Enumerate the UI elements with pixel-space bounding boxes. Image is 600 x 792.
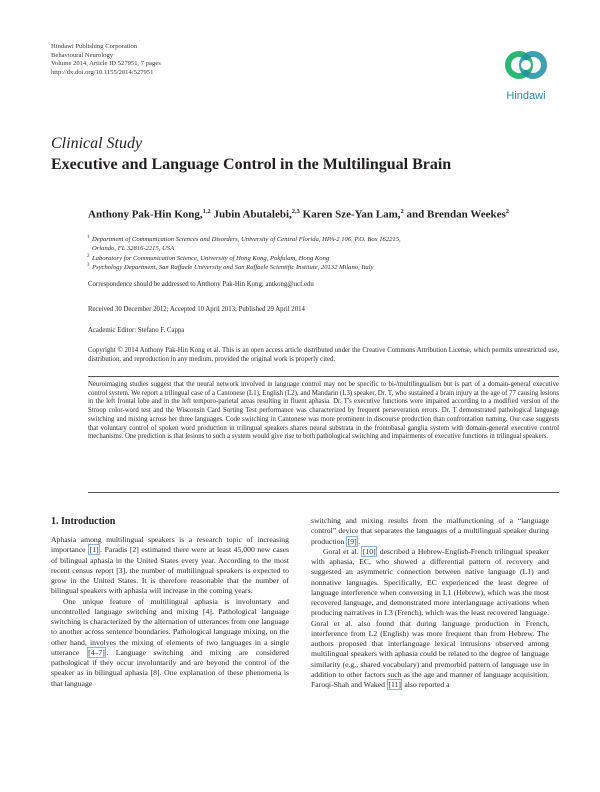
article-title: Executive and Language Control in the Multilingual Brain (51, 156, 452, 173)
author-affil-ref: 1,2 (202, 208, 211, 215)
affiliation (88, 263, 558, 272)
citation-link[interactable]: [10] (362, 546, 376, 556)
citation-link[interactable]: [11] (388, 680, 401, 689)
academic-editor: Academic Editor: Stefano F. Cappa (88, 327, 185, 334)
affiliation-line: Department of Communication Sciences and Disorders, University of Central Florida, HPA-2 106, P.O. Box 162215, (92, 236, 401, 243)
volume-info: Volume 2014, Article ID 527951, 7 pages (51, 60, 161, 68)
body-paragraph: One unique feature of multilingual aphasia is involuntary and uncontrolled language switching and mixing [4]. Pathological language switching is characterized by the alternation of utterances from one language to another across sentence boundaries. Pathological language mixing, on the other hand, involves the mixing of elements of two languages in a single utterance [4–7] . Language switching and mixing are considered pathological if they occur involuntarily and are beyond the control of the speaker as in bilingual aphasia [8]. One explanation of these phenomena is that language (51, 596, 289, 688)
author-affil-ref: 2 (400, 208, 404, 215)
affiliation (88, 254, 558, 263)
hindawi-logo-text: Hindawi (506, 90, 546, 102)
section-heading (51, 516, 115, 527)
body-column-left (51, 535, 289, 689)
abstract: Neuroimaging studies suggest that the neural network involved in language control may not be specific to bi-/multilingualism but is part of a domain-general executive control system. We report a trilingual case of a Cantonese (L1), English (L2), and Mandarin (L3) speaker, Dr. T, who sustained a brain injury at the age of 77 causing lesions in the left frontal lobe and in the left temporo-parietal areas resulting in fluent aphasia. Dr. T's executive functions were impaired according to a modified version of the Stroop color-word test and the Wisconsin Card Sorting Test performance was characterized by frequent perseveration errors. Dr. T demonstrated pathological language switching and mixing across her three languages. Code switching in Cantonese was more prominent in discourse production than confrontation naming. Our case suggests that voluntary control of spoken word production in trilingual speakers shares neural substrata in the frontobasal ganglia system with domain-general executive control mechanisms. One prediction is that lesions to such a system would give rise to both pathological switching and impairments of executive functions in trilingual speakers. (88, 381, 559, 441)
body-paragraph: switching and mixing results from the malfunctioning of a “language control” device that separates the languages of a multilingual speaker during production [9] . (311, 516, 549, 546)
affiliations (88, 235, 558, 272)
citation-link[interactable]: [9] (347, 536, 357, 546)
affiliation-number: 3 (87, 262, 90, 268)
body-column-right (311, 516, 549, 690)
affiliation-number: 1 (87, 235, 90, 240)
publisher-name: Hindawi Publishing Corporation (51, 43, 138, 50)
doi-link[interactable]: http://dx.doi.org/10.1155/2014/527951 (51, 68, 154, 76)
author-affil-ref: 2 (505, 208, 510, 215)
divider (88, 376, 559, 377)
citation-link[interactable]: [4–7] (88, 647, 105, 657)
author-affil-ref: 2,3 (291, 208, 300, 215)
author-name: Karen Sze-Yan Lam, (302, 208, 401, 221)
body-paragraph: Aphasia among multilingual speakers is a research topic of increasing importance [1] . Paradis [2] estimated there were at least 45,000 new cases of bilingual aphasia in the United States every year. According to the most recent census report [3], the number of multilingual speakers is expected to grow in the United States. It is therefore reasonable that the number of bilingual speakers with aphasia will increase in the coming years. (51, 535, 289, 596)
section-title: Introduction (61, 516, 116, 527)
affiliation-number: 2 (87, 253, 90, 259)
article-type: Clinical Study (51, 135, 143, 152)
journal-header (51, 43, 161, 77)
journal-name: Behavioural Neurology (51, 51, 114, 59)
section-number: 1. (51, 516, 59, 527)
citation-link[interactable]: [1] (89, 545, 99, 555)
affiliation (88, 235, 558, 254)
copyright-notice: Copyright © 2014 Anthony Pak-Hin Kong et al. This is an open access article distributed under the Creative Commons Attribution License, which permits unrestricted use, distribution, and reproduction in any medium, provided the original work is properly cited. (88, 347, 559, 363)
correspondence: Correspondence should be addressed to Anthony Pak-Hin Kong; antkong@ucf.edu (88, 281, 314, 288)
body-paragraph: Goral et al. [10] described a Hebrew-English-French trilingual speaker with aphasia, EC, who showed a differential pattern of recovery and suggested an asymmetric connection between native language (L1) and nonnative languages. Specifically, EC experienced the least degree of language interference when conversing in L1 (Hebrew), which was the most recovered language, and demonstrated more interlanguage activations when producing narratives in L3 (French), which was the least recovered language. Goral et al. also found that during language production in French, interference from L2 (English) was more frequent than from Hebrew. The authors proposed that interlanguage lexical intrusions observed among multilingual speakers with aphasia could be related to the degree of language similarity (e.g., shared vocabulary) and premorbid pattern of language use in addition to other factors such as the age and manner of language acquisition. Faroqi-Shah and Waked [11] also reported a (311, 546, 549, 689)
publication-dates: Received 30 December 2012; Accepted 10 April 2013; Published 29 April 2014 (88, 306, 305, 313)
affiliation-line: Orlando, FL 32816-2215, USA (92, 245, 175, 253)
author-name: Jubin Abutalebi, (213, 208, 292, 221)
author-list (88, 208, 509, 221)
author-name: and Brendan Weekes (406, 208, 506, 221)
author-name: Anthony Pak-Hin Kong, (88, 208, 203, 221)
affiliation-line: Psychology Department, San Raffaele University and San Raffaele Scientific Institute, 20132 Milano, Italy (92, 263, 374, 271)
affiliation-line: Laboratory for Communication Science, University of Hong Kong, Pokfulam, Hong Kong (92, 254, 330, 262)
divider (88, 492, 559, 493)
